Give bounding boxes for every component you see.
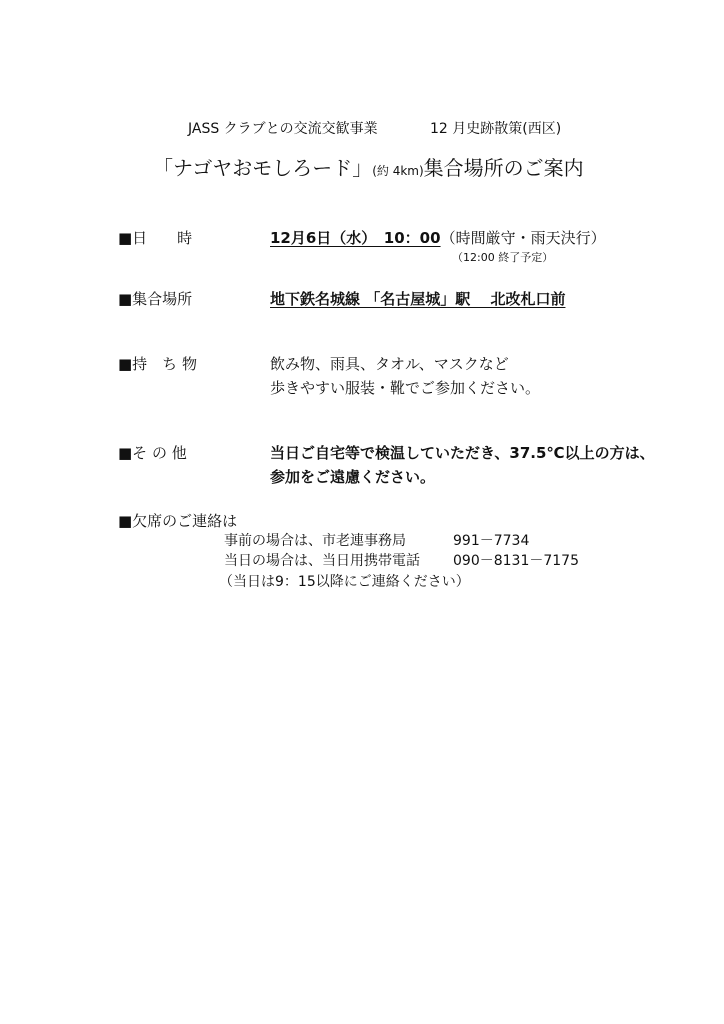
other-line: 参加をご遠慮ください。: [270, 468, 436, 486]
datetime-end-time: （12:00 終了予定）: [452, 251, 554, 264]
absence-note: （当日は9：15以降にご連絡ください）: [219, 574, 470, 590]
title-tail: 集合場所のご案内: [423, 156, 584, 180]
absence-advance-label: 事前の場合は、市老連事務局: [224, 533, 406, 549]
belongings-line: 飲み物、雨具、タオル、マスクなど: [270, 355, 509, 373]
page-title: [153, 156, 584, 180]
other-line: 当日ご自宅等で検温していただき、37.5℃以上の方は、: [270, 444, 655, 462]
datetime-note: （時間厳守・雨天決行）: [440, 229, 606, 247]
datetime-row: [270, 229, 606, 247]
header-event-date: 12 月史跡散策(西区): [430, 121, 562, 137]
meeting-place-label: ■集合場所: [118, 290, 193, 308]
absence-sameday-phone: 090－8131－7175: [453, 553, 579, 569]
datetime-label: ■日 時: [118, 229, 193, 247]
title-main: 「ナゴヤおモしろード」: [153, 156, 373, 180]
belongings-line: 歩きやすい服装・靴でご参加ください。: [270, 379, 541, 397]
header-event-name: JASS クラブとの交流交歓事業: [188, 121, 378, 137]
absence-sameday-label: 当日の場合は、当日用携帯電話: [224, 553, 420, 569]
meeting-place-value: 地下鉄名城線 「名古屋城」駅 北改札口前: [270, 290, 566, 308]
absence-advance-phone: 991－7734: [453, 533, 530, 549]
belongings-label: ■持 ち 物: [118, 355, 197, 373]
other-label: ■そ の 他: [118, 444, 187, 462]
datetime-value: 12月6日（水） 10：00: [270, 229, 441, 247]
title-distance: (約 4km): [372, 164, 424, 178]
absence-heading: ■欠席のご連絡は: [118, 512, 238, 530]
